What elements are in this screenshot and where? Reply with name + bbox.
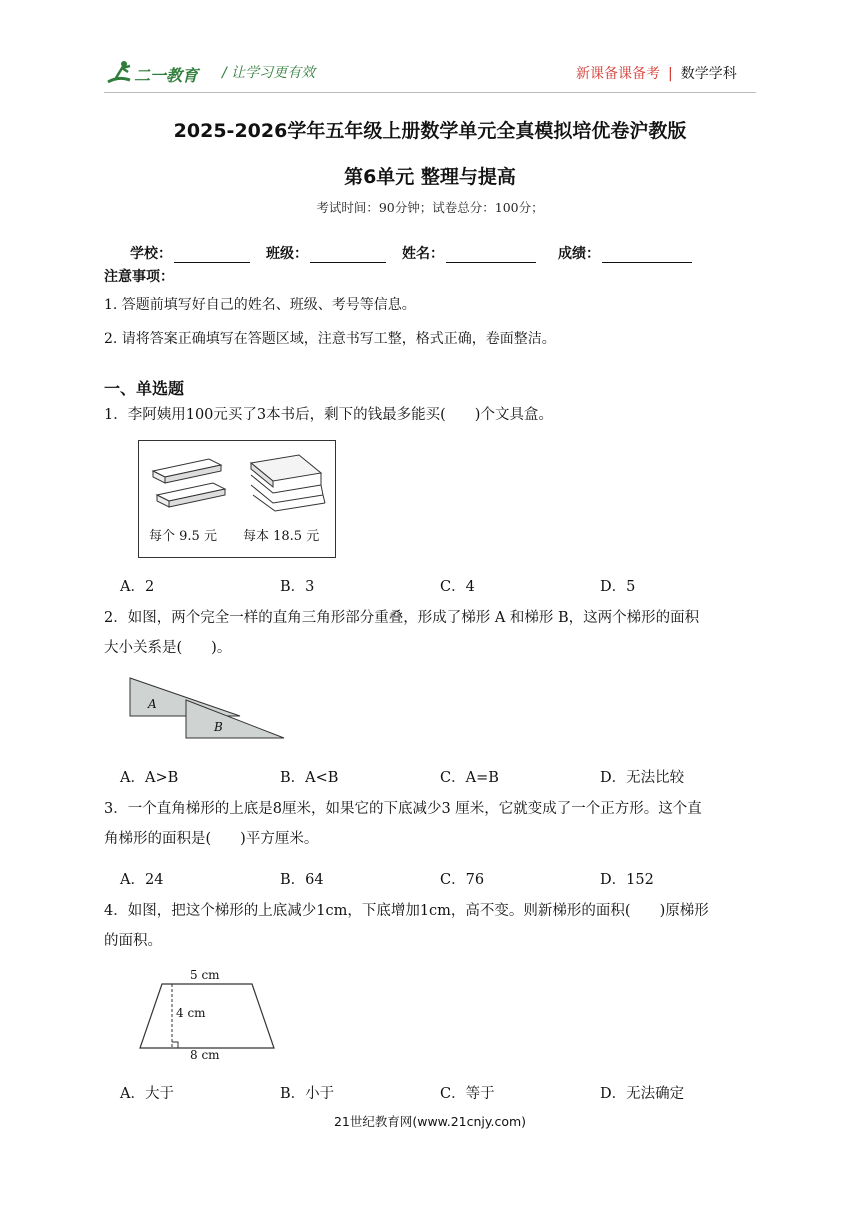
footer: 21世纪教育网(www.21cnjy.com) <box>333 1114 527 1129</box>
header-tag: 新课备课备考 <box>576 66 660 82</box>
q4-options <box>120 1082 760 1103</box>
logo-text: 二一教育 <box>134 66 199 85</box>
class-field[interactable] <box>266 243 386 263</box>
student-info <box>130 243 708 263</box>
q1-option-a[interactable]: A．2 <box>120 579 155 595</box>
q2-option-b[interactable]: B．A<B <box>280 770 339 786</box>
q3-option-d[interactable]: D．152 <box>600 872 654 888</box>
question-3-line-2: 角梯形的面积是( )平方厘米。 <box>104 831 319 847</box>
header-divider <box>104 92 756 93</box>
q3-options <box>120 868 760 889</box>
question-3-line-1: 3．一个直角梯形的上底是8厘米，如果它的下底减少3 厘米，它就变成了一个正方形。这个直 <box>104 801 702 817</box>
name-label: 姓名： <box>402 246 444 262</box>
q2-option-a[interactable]: A．A>B <box>120 770 179 786</box>
q2-figure <box>128 676 288 746</box>
section-heading: 一、单选题 <box>104 379 185 398</box>
trapezoid-a-label: A <box>148 697 157 711</box>
logo <box>104 58 214 88</box>
q4-option-b[interactable]: B．小于 <box>280 1086 335 1102</box>
page-title: 2025-2026学年五年级上册数学单元全真模拟培优卷沪教版 <box>173 120 687 142</box>
unit-title: 第6单元 整理与提高 <box>344 166 516 188</box>
q4-option-d[interactable]: D．无法确定 <box>600 1086 685 1102</box>
q3-option-a[interactable]: A．24 <box>120 872 164 888</box>
note-2: 2. 请将答案正确填写在答题区域，注意书写工整，格式正确，卷面整洁。 <box>104 331 556 347</box>
exam-info: 考试时间：90分钟；试卷总分：100分； <box>316 200 544 215</box>
question-2-line-1: 2．如图，两个完全一样的直角三角形部分重叠，形成了梯形 A 和梯形 B，这两个梯形的面积 <box>104 610 700 626</box>
school-field[interactable] <box>130 243 250 263</box>
header-right <box>576 63 737 83</box>
slogan: / 让学习更有效 <box>222 65 316 81</box>
question-4 <box>104 896 760 956</box>
class-label: 班级： <box>266 246 308 262</box>
bottom-base-label: 8 cm <box>190 1048 220 1062</box>
question-1: 1．李阿姨用100元买了3本书后，剩下的钱最多能买( )个文具盒。 <box>104 407 553 423</box>
top-base-label: 5 cm <box>190 968 220 982</box>
name-field[interactable] <box>402 243 536 263</box>
q1-option-d[interactable]: D．5 <box>600 579 636 595</box>
header-sep: | <box>668 66 673 82</box>
question-4-line-2: 的面积。 <box>104 933 162 949</box>
header-subject: 数学学科 <box>680 66 737 82</box>
q2-option-c[interactable]: C．A=B <box>440 770 499 786</box>
q4-option-a[interactable]: A．大于 <box>120 1086 174 1102</box>
score-label: 成绩： <box>558 246 600 262</box>
notes-heading: 注意事项： <box>104 269 174 285</box>
q4-option-c[interactable]: C．等于 <box>440 1086 495 1102</box>
pencil-box-and-books-icon <box>139 441 335 521</box>
question-2-line-2: 大小关系是( )。 <box>104 640 232 656</box>
q1-option-b[interactable]: B．3 <box>280 579 315 595</box>
q1-figure <box>138 440 336 558</box>
trapezoid-b-label: B <box>214 720 223 734</box>
score-field[interactable] <box>558 243 692 263</box>
q2-options <box>120 766 760 787</box>
q3-option-c[interactable]: C．76 <box>440 872 485 888</box>
q1-options <box>120 575 760 596</box>
q2-option-d[interactable]: D．无法比较 <box>600 770 685 786</box>
q4-figure <box>138 968 288 1062</box>
note-1: 1. 答题前填写好自己的姓名、班级、考号等信息。 <box>104 297 416 313</box>
book-price: 每本 18.5 元 <box>243 529 320 544</box>
pencil-box-price: 每个 9.5 元 <box>149 529 217 544</box>
question-3 <box>104 794 760 854</box>
question-2 <box>104 603 760 663</box>
q1-option-c[interactable]: C．4 <box>440 579 475 595</box>
school-label: 学校： <box>130 246 172 262</box>
q3-option-b[interactable]: B．64 <box>280 872 324 888</box>
question-4-line-1: 4．如图，把这个梯形的上底减少1cm，下底增加1cm，高不变。则新梯形的面积( )原梯形 <box>104 903 709 919</box>
height-label: 4 cm <box>176 1006 206 1020</box>
